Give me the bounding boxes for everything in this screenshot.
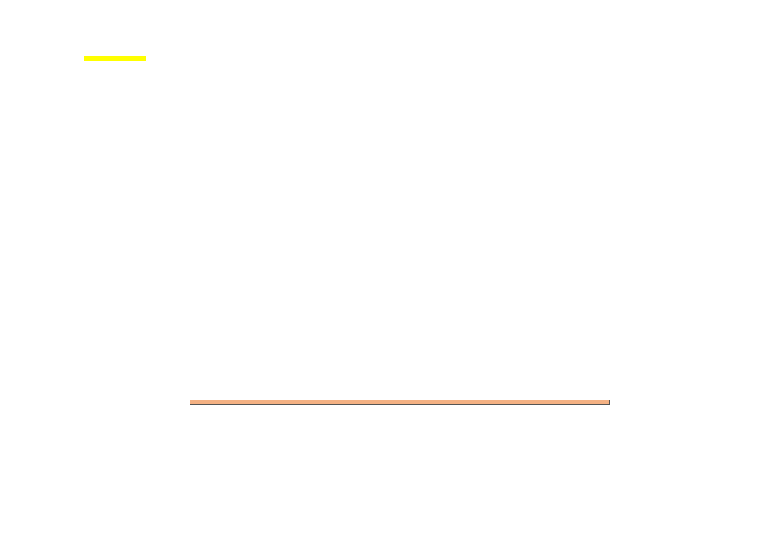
period-label [84, 56, 146, 61]
legend [190, 400, 610, 410]
legend-footer [190, 400, 610, 405]
store-heading [655, 55, 737, 60]
store-info [655, 55, 737, 87]
